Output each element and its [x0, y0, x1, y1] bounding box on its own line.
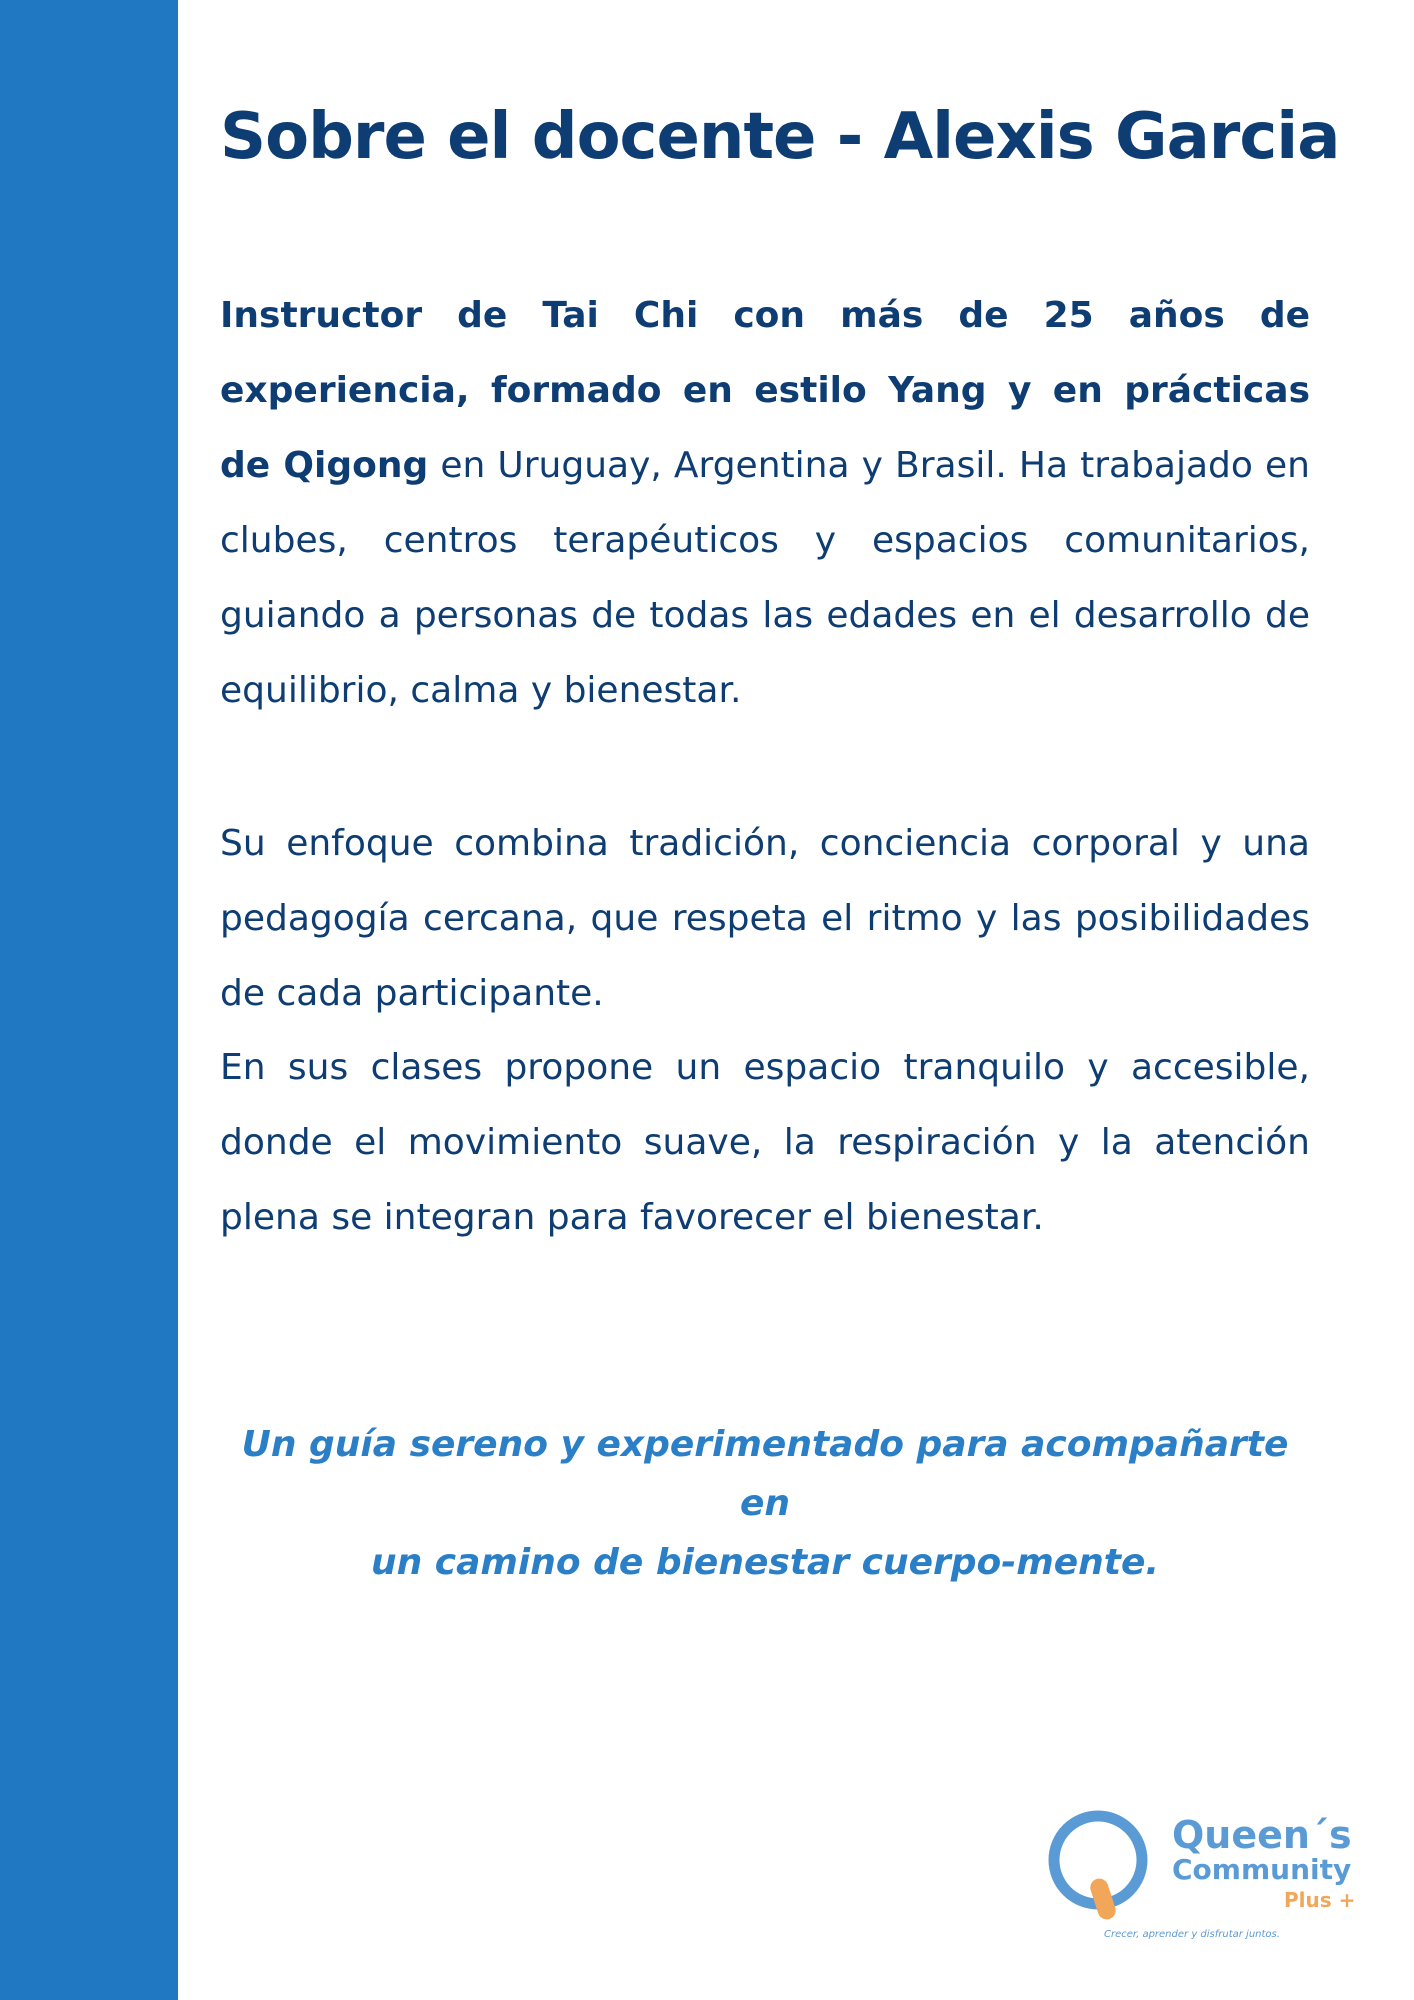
- logo-plus: Plus +: [1284, 1888, 1356, 1912]
- page-title: Sobre el docente - Alexis Garcia: [220, 100, 1340, 174]
- logo-slogan: Crecer, aprender y disfrutar juntos.: [1104, 1929, 1280, 1940]
- approach-paragraph: Su enfoque combina tradición, conciencia corporal y una pedagogía cercana, que respeta el ritmo y las posibilidades de cada participante.: [220, 823, 1310, 1014]
- intro-bold-text: Instructor de Tai Chi con más de 25 años de experiencia, formado en estilo Yang y en prácticas de Qigong: [220, 295, 1310, 486]
- tagline-line-2: un camino de bienestar cuerpo-mente.: [370, 1542, 1160, 1583]
- intro-text: en Uruguay, Argentina y Brasil. Ha trabajado en clubes, centros terapéuticos y espacios comunitarios, guiando a personas de todas las edades en el desarrollo de equilibrio, calma y bienestar.: [220, 445, 1310, 711]
- logo-name-line-1: Queen´s: [1172, 1813, 1352, 1857]
- brand-logo: [1040, 1808, 1360, 1944]
- classes-paragraph: En sus clases propone un espacio tranquilo y accesible, donde el movimiento suave, la respiración y la atención plena se integran para favorecer el bienestar.: [220, 1047, 1310, 1238]
- side-band: [0, 0, 178, 2000]
- tagline: [220, 1415, 1310, 1592]
- tagline-line-1: Un guía sereno y experimentado para acompañarte en: [241, 1424, 1289, 1524]
- intro-paragraph: [220, 278, 1310, 728]
- logo-name-line-2: Community: [1172, 1853, 1352, 1886]
- q-logo-icon: [1040, 1808, 1158, 1926]
